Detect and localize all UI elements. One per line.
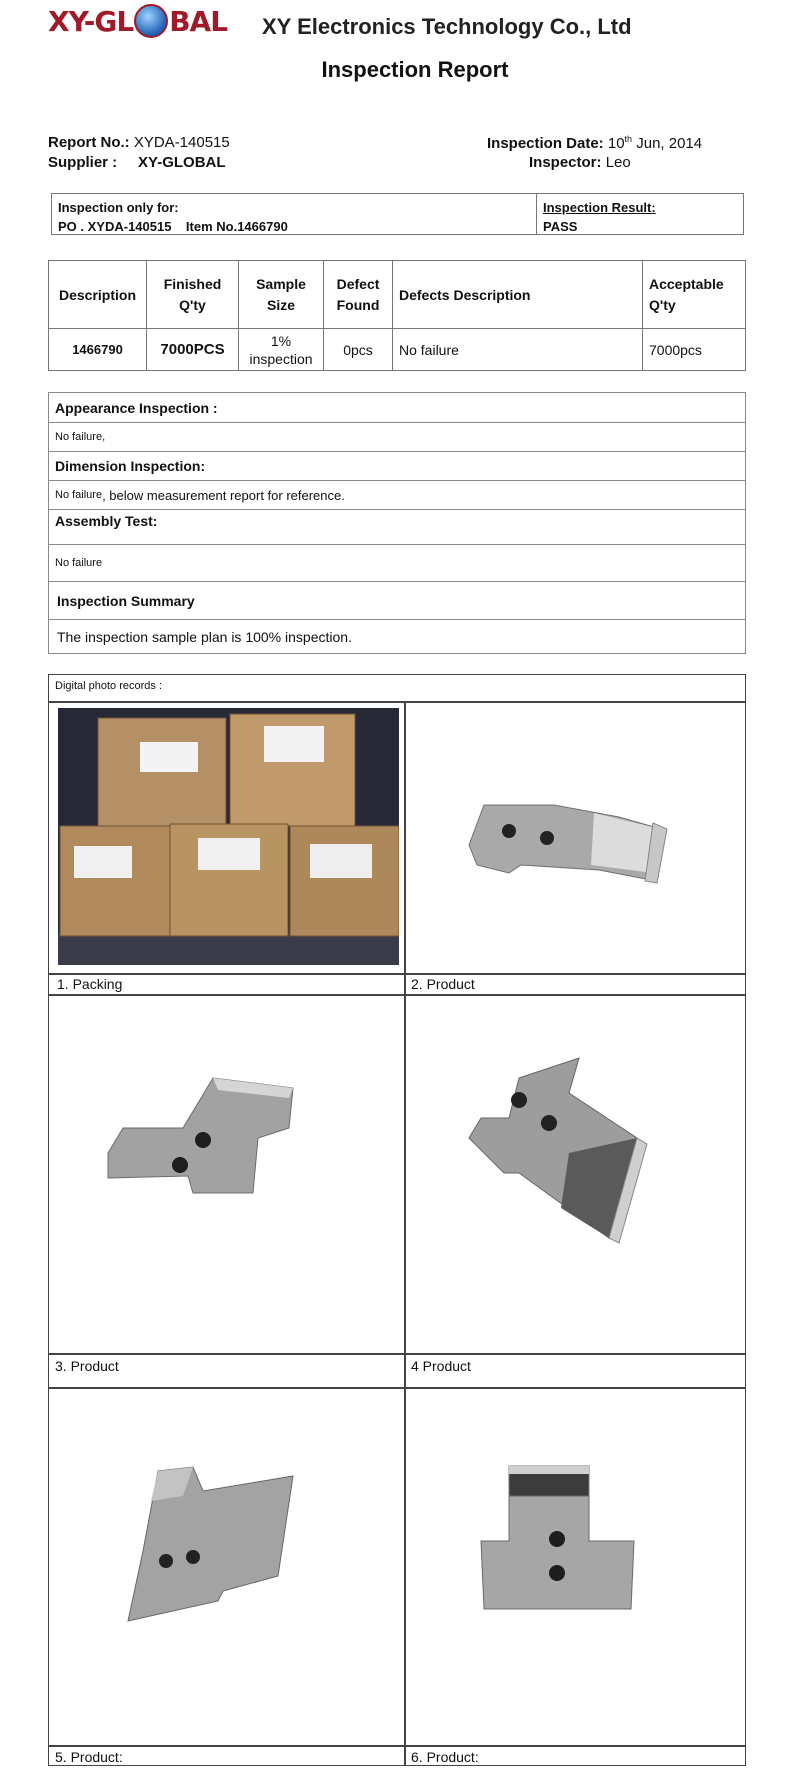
caption-1: 1. Packing [57, 976, 123, 992]
summary-title: Inspection Summary [49, 582, 745, 620]
scope-cell [52, 194, 537, 234]
metal-part-image [53, 1391, 401, 1743]
dimension-text [49, 481, 745, 510]
th-finished-qty: Finished Q'ty [147, 261, 239, 329]
date-sup: th [624, 134, 633, 144]
grid-line [49, 1353, 745, 1355]
td-defect-found: 0pcs [324, 329, 393, 371]
metal-part-image [409, 705, 743, 970]
supplier-value: XY-GLOBAL [138, 154, 226, 171]
page-title: Inspection Report [321, 57, 509, 82]
grid-line [49, 994, 745, 996]
logo-text-b: BAL [169, 4, 228, 38]
td-acceptable-qty: 7000pcs [643, 329, 746, 371]
caption-3: 3. Product [55, 1358, 119, 1374]
logo-text-a: XY-GL [48, 4, 134, 38]
photo-records [48, 674, 746, 1766]
product-photo-2 [409, 705, 743, 970]
scope-po-line [58, 217, 530, 236]
report-no-value: XYDA-140515 [133, 134, 230, 151]
inspector-label: Inspector: [529, 154, 602, 171]
metal-part-image [53, 998, 401, 1350]
product-photo-4 [409, 998, 743, 1350]
item-number: Item No.1466790 [185, 219, 288, 234]
appearance-title: Appearance Inspection : [49, 393, 745, 423]
th-sample-size: Sample Size [239, 261, 324, 329]
inspection-sections [48, 392, 746, 654]
company-logo [48, 4, 227, 38]
th-acceptable-qty: Acceptable Q'ty [643, 261, 746, 329]
inspection-date [487, 134, 702, 152]
result-cell [537, 194, 662, 234]
result-value: PASS [543, 219, 578, 234]
dimension-title: Dimension Inspection: [49, 452, 745, 481]
caption-2: 2. Product [411, 976, 475, 992]
product-photo-6 [409, 1391, 743, 1743]
assembly-text: No failure [49, 545, 745, 582]
grid-line [49, 1745, 745, 1747]
td-sample-size: 1% inspection [239, 329, 324, 371]
th-defects-description: Defects Description [393, 261, 643, 329]
grid-line [49, 973, 745, 975]
supplier [48, 154, 226, 171]
metal-part-image [409, 998, 743, 1350]
metal-part-image [409, 1391, 743, 1743]
table-header-row [49, 261, 746, 329]
po-number: PO . XYDA-140515 [58, 219, 172, 234]
date-day: 10 [607, 135, 625, 152]
grid-line [49, 1387, 745, 1389]
td-defects-description: No failure [393, 329, 643, 371]
grid-line [404, 701, 406, 1765]
packing-boxes-image [58, 708, 399, 965]
company-name: XY Electronics Technology Co., Ltd [262, 14, 632, 39]
assembly-title: Assembly Test: [49, 510, 745, 545]
appearance-text: No failure, [49, 423, 745, 452]
inspector-value: Leo [605, 154, 631, 171]
th-defect-found: Defect Found [324, 261, 393, 329]
result-label: Inspection Result: [543, 200, 656, 215]
grid-line [49, 701, 745, 703]
supplier-label: Supplier : [48, 154, 118, 171]
scope-label: Inspection only for: [58, 200, 179, 215]
report-no-label: Report No.: [48, 134, 130, 151]
packing-photo [58, 708, 399, 965]
table-row [49, 329, 746, 371]
dimension-text-b: , below measurement report for reference. [102, 487, 345, 503]
inspector [529, 154, 631, 171]
td-description: 1466790 [49, 329, 147, 371]
caption-5: 5. Product: [55, 1749, 123, 1765]
photo-records-title: Digital photo records : [55, 680, 162, 692]
product-photo-5 [53, 1391, 401, 1743]
report-no [48, 134, 230, 151]
inspection-table [48, 260, 746, 371]
globe-icon [134, 4, 168, 38]
caption-4: 4 Product [411, 1358, 471, 1374]
dimension-text-a: No failure [55, 489, 103, 501]
date-label: Inspection Date: [487, 135, 604, 152]
summary-text: The inspection sample plan is 100% inspection. [57, 628, 352, 645]
product-photo-3 [53, 998, 401, 1350]
date-rest: Jun, 2014 [632, 135, 703, 152]
th-description: Description [49, 261, 147, 329]
td-finished-qty: 7000PCS [147, 329, 239, 371]
caption-6: 6. Product: [411, 1749, 479, 1765]
scope-box [51, 193, 744, 235]
